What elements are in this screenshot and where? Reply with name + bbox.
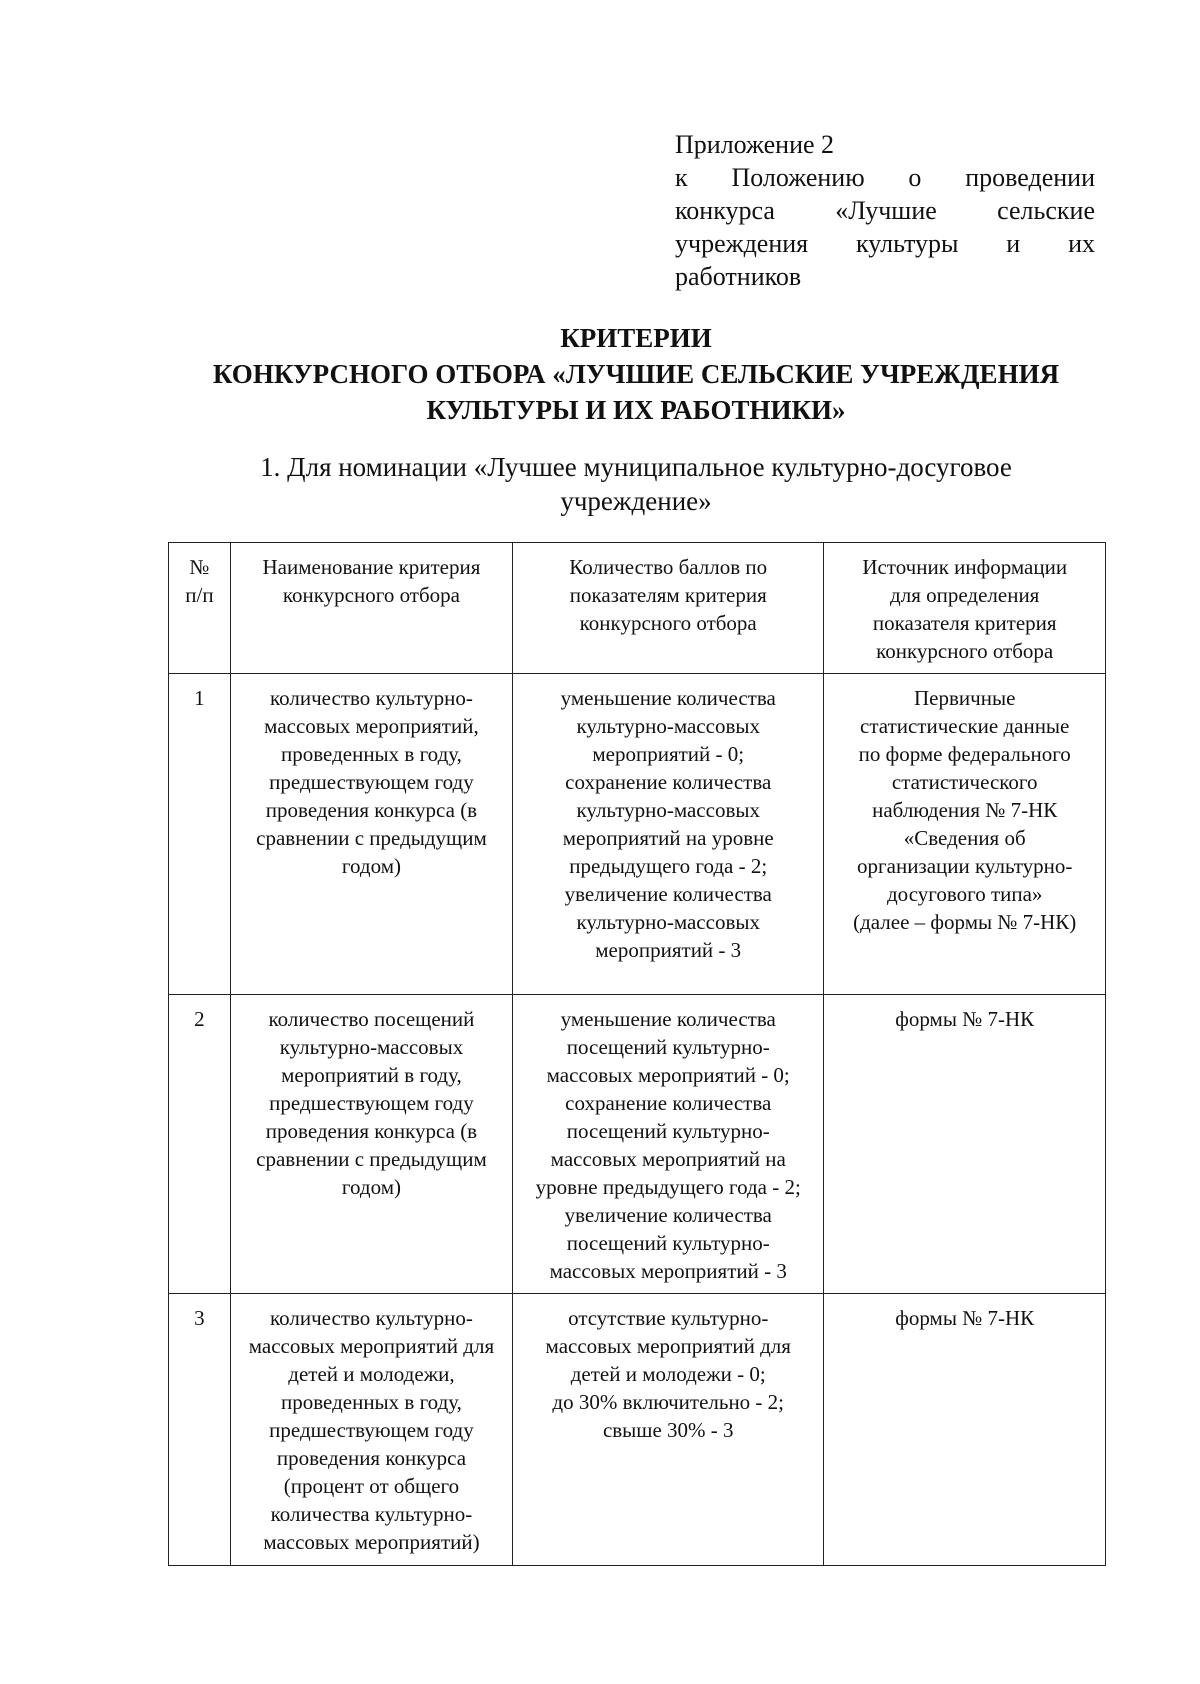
title-line: КРИТЕРИИ (560, 323, 712, 353)
annex-block (675, 128, 1095, 293)
title-line: КОНКУРСНОГО ОТБОРА «ЛУЧШИЕ СЕЛЬСКИЕ УЧРЕЖДЕНИЯ (212, 359, 1060, 389)
annex-line: конкурса «Лучшие сельские (675, 196, 1095, 225)
cell-source: Первичные статистические данные по форме федерального статистического наблюдения № 7-НК «Сведения об организации культурно- досугового типа» (далее – формы № 7-НК) (824, 674, 1106, 995)
cell-score: отсутствие культурно- массовых мероприятий для детей и молодежи - 0; до 30% включительно - 2; свыше 30% - 3 (513, 1294, 824, 1566)
title-line: КУЛЬТУРЫ И ИХ РАБОТНИКИ» (426, 395, 846, 425)
table-row (169, 674, 1106, 995)
table-header-row (169, 543, 1106, 674)
annex-line: работников (675, 262, 802, 291)
table-row (169, 1294, 1106, 1566)
header-source: Источник информации для определения показателя критерия конкурсного отбора (824, 543, 1106, 674)
cell-num: 3 (169, 1294, 231, 1566)
nomination-heading (0, 450, 1200, 518)
cell-score: уменьшение количества посещений культурно- массовых мероприятий - 0; сохранение количества посещений культурно- массовых мероприятий на уровне предыдущего года - 2; увеличение количества посещений культурно- массовых мероприятий - 3 (513, 995, 824, 1294)
nomination-line: учреждение» (560, 486, 712, 516)
cell-name: количество культурно- массовых мероприятий для детей и молодежи, проведенных в году, предшествующем году проведения конкурса (процент от общего количества культурно- массовых мероприятий) (230, 1294, 512, 1566)
header-name: Наименование критерия конкурсного отбора (230, 543, 512, 674)
cell-num: 1 (169, 674, 231, 995)
cell-num: 2 (169, 995, 231, 1294)
cell-score: уменьшение количества культурно-массовых мероприятий - 0; сохранение количества культурно-массовых мероприятий на уровне предыдущего года - 2; увеличение количества культурно-массовых мероприятий - 3 (513, 674, 824, 995)
cell-name: количество посещений культурно-массовых мероприятий в году, предшествующем году проведения конкурса (в сравнении с предыдущим годом) (230, 995, 512, 1294)
document-title (0, 320, 1200, 428)
nomination-line: 1. Для номинации «Лучшее муниципальное культурно-досуговое (260, 452, 1012, 482)
cell-name: количество культурно- массовых мероприятий, проведенных в году, предшествующем году проведения конкурса (в сравнении с предыдущим годом) (230, 674, 512, 995)
header-score: Количество баллов по показателям критерия конкурсного отбора (513, 543, 824, 674)
annex-line: Приложение 2 (675, 130, 835, 159)
header-num: № п/п (169, 543, 231, 674)
annex-line: к Положению о проведении (675, 163, 1095, 192)
table-row (169, 995, 1106, 1294)
cell-source: формы № 7-НК (824, 995, 1106, 1294)
annex-line: учреждения культуры и их (675, 229, 1095, 258)
criteria-table (168, 542, 1106, 1566)
cell-source: формы № 7-НК (824, 1294, 1106, 1566)
